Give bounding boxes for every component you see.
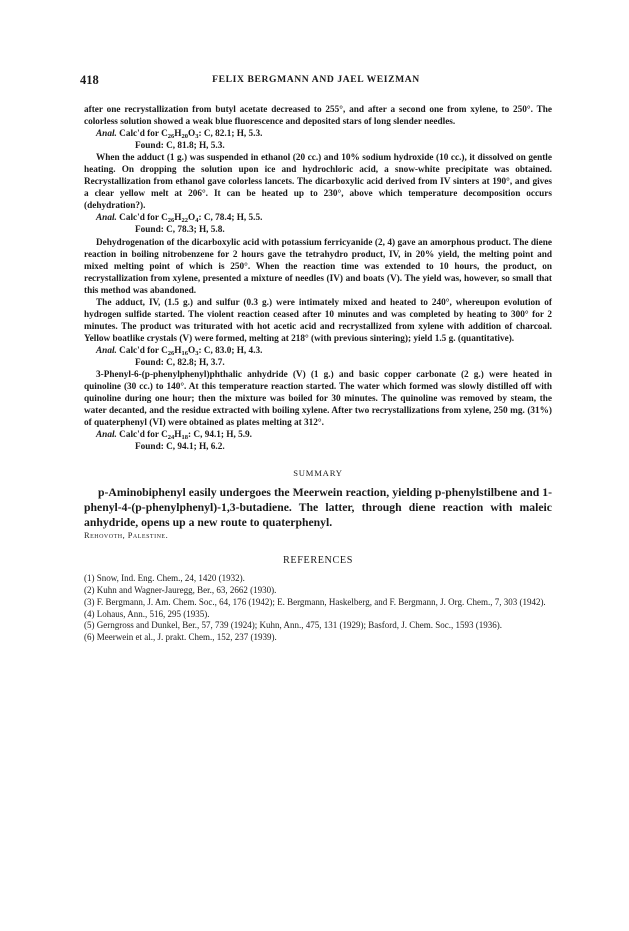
affiliation-place: Rehovoth, Palestine. xyxy=(84,531,169,541)
analysis-found-3: Found: C, 82.8; H, 3.7. xyxy=(135,357,225,368)
paragraph-dicarboxylic-acid: When the adduct (1 g.) was suspended in ethanol (20 cc.) and 10% sodium hydroxide (10 cc.), it dissolved on gentle heating. On dropping the solution upon ice and hydrochloric acid, a snow-white precipitate was obtained. Recrystallization from ethanol gave colorless lancets. The dicarboxylic acid derived from IV sinters at 190°, and gives a clear yellow melt at 206°. It can be heated up to 230°, above which temperature decomposition occurs (dehydration?). xyxy=(84,153,552,212)
analysis-found-4: Found: C, 94.1; H, 6.2. xyxy=(135,442,225,453)
article-body xyxy=(84,104,552,644)
analysis-found-1: Found: C, 81.8; H, 5.3. xyxy=(135,141,225,152)
references-list xyxy=(84,573,552,644)
reference-item: (3) F. Bergmann, J. Am. Chem. Soc., 64, 176 (1942); E. Bergmann, Haskelberg, and F. Bergmann, J. Org. Chem., 7, 303 (1942). xyxy=(84,596,546,607)
reference-item: (6) Meerwein et al., J. prakt. Chem., 152, 237 (1939). xyxy=(84,632,277,643)
page-number: 418 xyxy=(80,73,99,87)
paragraph-dehydrogenation: Dehydrogenation of the dicarboxylic acid with potassium ferricyanide (2, 4) gave an amorphous product. The diene reaction in boiling nitrobenzene for 2 hours gave the tetrahydro product, IV, in 20% yield, the melting point and mixed melting point of which is 250°. When the reaction time was extended to 10 hours, the product, on recrystallization from xylene, presented a mixture of needles (IV) and boats (V). The yield was, however, so small that this method was abandoned. xyxy=(84,237,552,296)
analysis-calculated-1: Anal. Calc'd for $C_{26}H_{20}O_3$: C, 82.1; H, 5.3. xyxy=(96,129,263,141)
running-head: FELIX BERGMANN AND JAEL WEIZMAN xyxy=(212,74,420,85)
reference-item: (5) Gerngross and Dunkel, Ber., 57, 739 (1924); Kuhn, Ann., 475, 131 (1929); Basford, J. Chem. Soc., 1593 (1936). xyxy=(84,620,502,631)
reference-item: (4) Lohaus, Ann., 516, 295 (1935). xyxy=(84,608,210,619)
analysis-found-2: Found: C, 78.3; H, 5.8. xyxy=(135,225,225,236)
reference-item: (2) Kuhn and Wagner-Jauregg, Ber., 63, 2662 (1930). xyxy=(84,585,277,596)
analysis-calculated-2: Anal. Calc'd for $C_{26}H_{22}O_4$: C, 78.4; H, 5.5. xyxy=(96,213,263,225)
paragraph-recrystallization: after one recrystallization from butyl acetate decreased to 255°, and after a second one from xylene, to 250°. The colorless solution showed a weak blue fluorescence and deposited stars of long slender needles. xyxy=(84,105,552,128)
references-heading: REFERENCES xyxy=(283,555,353,567)
analysis-calculated-4: Anal. Calc'd for $C_{24}H_{18}$: C, 94.1; H, 5.9. xyxy=(96,430,252,442)
page-header xyxy=(80,73,552,87)
analysis-calculated-3: Anal. Calc'd for $C_{26}H_{16}O_3$: C, 83.0; H, 4.3. xyxy=(96,345,263,357)
reference-item: (1) Snow, Ind. Eng. Chem., 24, 1420 (1932). xyxy=(84,573,245,584)
summary-heading: SUMMARY xyxy=(293,468,343,479)
paragraph-quaterphenyl: 3-Phenyl-6-(p-phenylphenyl)phthalic anhydride (V) (1 g.) and basic copper carbonate (2 g.) were heated in quinoline (30 cc.) to 140°. At this temperature reaction started. The water which formed was slowly distilled off with quinoline during one hour; then the mixture was boiled for 30 minutes. The quinoline was removed by steam, the water decanted, and the residue extracted with boiling xylene. After two recrystallizations from xylene, 250 mg. (31%) of quaterphenyl (VI) were obtained as plates melting at 312°. xyxy=(84,370,552,429)
summary-text: p-Aminobiphenyl easily undergoes the Meerwein reaction, yielding p-phenylstilbene and 1-phenyl-4-(p-phenylphenyl)-1,3-butadiene. The latter, through diene reaction with maleic anhydride, opens up a new route to quaterphenyl. xyxy=(84,486,552,529)
paragraph-sulfur-reaction: The adduct, IV, (1.5 g.) and sulfur (0.3 g.) were intimately mixed and heated to 240°, whereupon evolution of hydrogen sulfide started. The violent reaction ceased after 10 minutes and was completed by heating to 300° for 2 minutes. The product was triturated with hot acetic acid and recrystallized from xylene with addition of charcoal. Yellow boatlike crystals (V) were formed, melting at 218° (with previous sintering); yield 1.5 g. (quantitative). xyxy=(84,297,552,344)
